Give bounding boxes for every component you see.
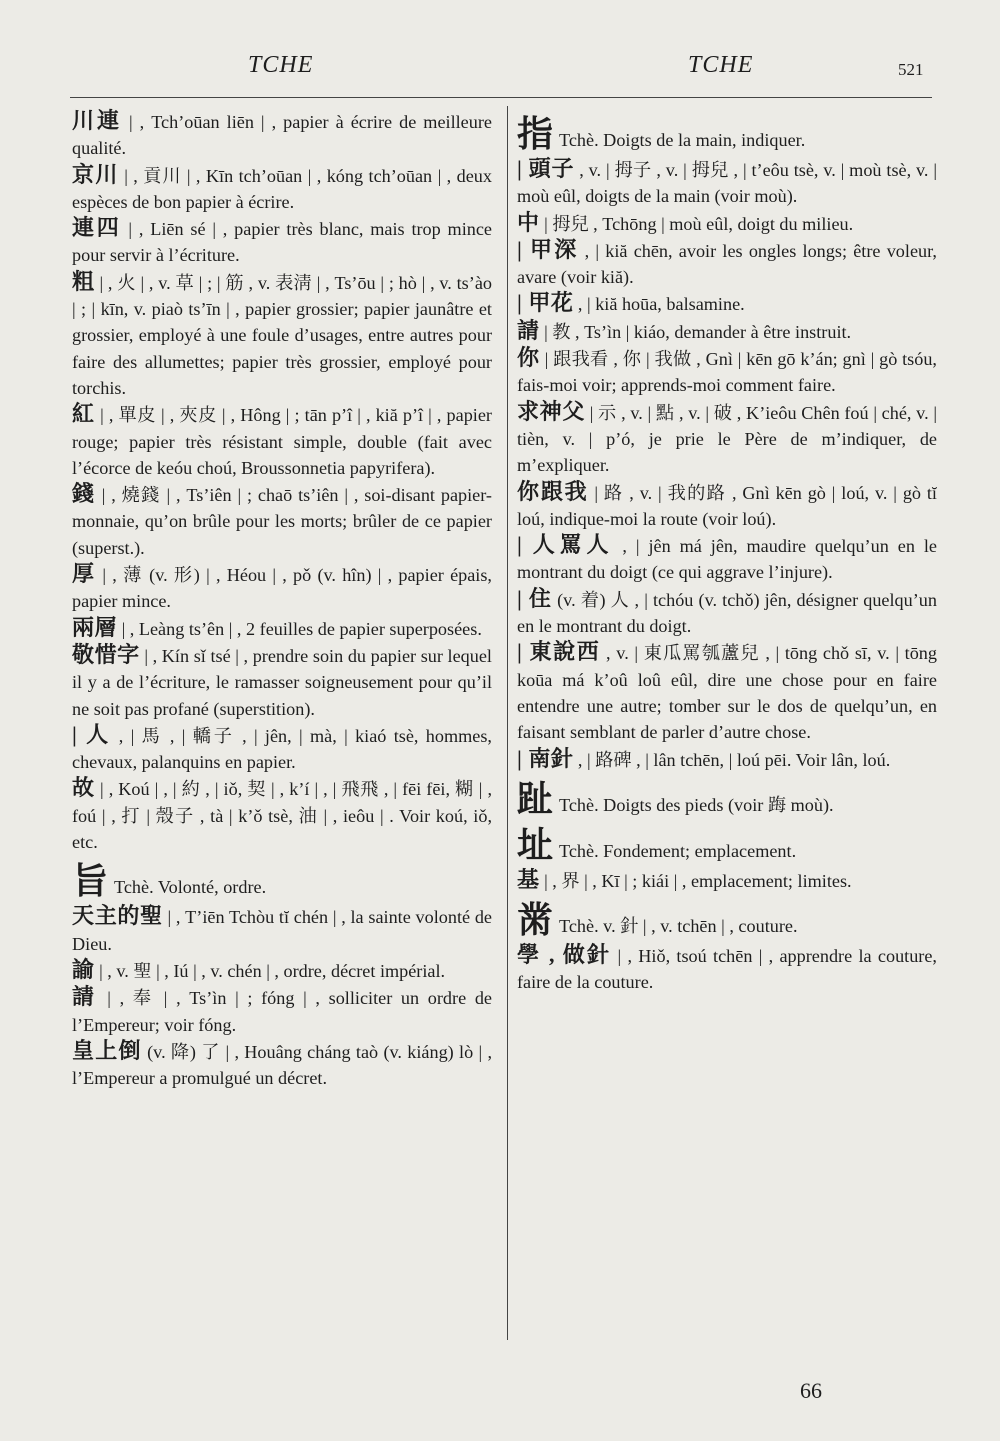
- sub-entry: [72, 269, 492, 401]
- entry-text: | , 界 | , Kī | ; kiái | , emplacement; limites.: [539, 870, 852, 891]
- compound-characters: 求神父: [517, 398, 585, 424]
- compound-characters: 紅: [72, 401, 96, 427]
- sub-entry: [517, 290, 937, 317]
- entry-text: | , Hiǒ, tsoú tchēn | , apprendre la couture, faire de la couture.: [517, 946, 937, 993]
- entry-text: | 拇兒 , Tchōng | moù eûl, doigt du milieu.: [539, 213, 854, 234]
- compound-characters: 連四: [72, 215, 122, 241]
- entry-text: | , T’iēn Tchòu tĭ chén | , la sainte volonté de Dieu.: [72, 907, 492, 954]
- headword-definition: Tchè. Volonté, ordre.: [114, 877, 267, 898]
- sub-entry: [72, 957, 492, 984]
- sub-entry: [72, 615, 492, 642]
- entry-text: | , 單皮 | , 夾皮 | , Hông | ; tān p’î | , kiă p’î | , papier rouge; papier très résistant simple, double (fait avec l’écorce de keóu choú, Broussonnetia papyrifera).: [72, 405, 492, 478]
- entry-text: (v. 着) 人 , | tchóu (v. tchǒ) jên, désigner quelqu’un en le montrant du doigt.: [517, 589, 937, 637]
- entry-text: | , 火 | , v. 草 | ; | 筋 , v. 表淸 | , Ts’ōu | ; hò | , v. ts’ào | ; | kīn, v. piaò ts’īn | , papier grossier; papier jaunâtre et grossier, employé à une foule d’usages, entre autres pour faire des allumettes; papier très grossier, employé pour torchis.: [72, 272, 492, 398]
- entry-text: | , Kín sǐ tsé | , prendre soin du papier sur lequel il y a de l’écriture, le ramasser soigneusement pour qu’il ne soit pas profané (superstition).: [72, 645, 492, 719]
- right-column: [517, 108, 937, 996]
- compound-characters: | 住: [517, 585, 552, 611]
- sub-entry: [517, 586, 937, 640]
- sub-entry: [517, 345, 937, 399]
- compound-characters: | 南針: [517, 745, 574, 771]
- sub-entry: [72, 561, 492, 615]
- compound-characters: | 東說西: [517, 639, 601, 665]
- entry-text: , | 馬 , | 轎子 , | jên, | mà, | kiaó tsè, hommes, chevaux, palanquins en papier.: [72, 725, 492, 773]
- compound-characters: 請: [517, 317, 540, 343]
- compound-characters: 京川: [72, 161, 119, 187]
- column-divider: [507, 106, 508, 1340]
- compound-characters: 你跟我: [517, 478, 589, 504]
- sub-entry: [517, 942, 937, 996]
- compound-characters: 學 , 做針: [517, 942, 612, 968]
- headword-character: 趾: [517, 778, 554, 819]
- entry-text: , v. | 拇子 , v. | 拇兒 , | t’eôu tsè, v. | moù tsè, v. | moù eûl, doigts de la main (voir moù).: [517, 160, 937, 207]
- compound-characters: 兩層: [72, 614, 118, 640]
- compound-characters: | 頭子: [517, 156, 575, 181]
- sub-entry: [517, 156, 937, 210]
- compound-characters: 粗: [72, 268, 95, 294]
- headword-character: 指: [517, 114, 554, 154]
- entry-text: | , 燒錢 | , Ts’iên | ; chaō ts’iên | , soi-disant papier-monnaie, qu’on brûle pour les morts; brûler de ce papier (superst.).: [72, 485, 492, 558]
- entry-text: | , Tch’oūan liēn | , papier à écrire de meilleure qualité.: [72, 112, 492, 159]
- sub-entry: [517, 210, 937, 237]
- compound-characters: | 甲深: [517, 236, 579, 262]
- compound-characters: 皇上倒: [72, 1037, 142, 1063]
- headword-definition: Tchè. Doigts des pieds (voir 踇 moù).: [559, 794, 834, 815]
- entry-text: | , 奉 | , Ts’ìn | ; fóng | , solliciter un ordre de l’Empereur; voir fóng.: [72, 988, 492, 1035]
- compound-characters: 厚: [72, 561, 97, 587]
- compound-characters: 川連: [72, 108, 122, 133]
- compound-characters: | 甲花: [517, 290, 574, 316]
- entry-text: , v. | 東瓜罵瓠蘆兒 , | tōng chǒ sī, v. | tōng koūa má k’oû loû eûl, dire une chose pour en faire entendre une autre; tomber sur le dos de quelqu’un, en faisant semblant de parler d’autre chose.: [517, 643, 937, 743]
- sub-entry: [517, 867, 937, 894]
- headword-character: 址: [517, 824, 554, 865]
- entry-text: , | 路碑 , | lân tchēn, | loú pēi. Voir lân, loú.: [573, 749, 891, 770]
- compound-characters: 基: [517, 866, 540, 892]
- compound-characters: 天主的聖: [72, 903, 163, 929]
- entry-text: | , Liēn sé | , papier très blanc, mais trop mince pour servir à l’écriture.: [72, 219, 492, 266]
- headword-entry: [517, 114, 937, 154]
- headword-character: 黹: [517, 900, 554, 941]
- left-column: [72, 108, 492, 1091]
- headword-definition: Tchè. Fondement; emplacement.: [559, 840, 797, 861]
- sub-entry: [72, 903, 492, 957]
- entry-text: | 示 , v. | 點 , v. | 破 , K’ieôu Chên foú | ché, v. | tièn, v. | p’ó, je prie le Père de m’indiquer, de m’expliquer.: [517, 402, 937, 476]
- compound-characters: 故: [72, 775, 95, 801]
- entry-text: | , Koú | , | 約 , | iǒ, 契 | , k’í | , | 飛飛 , | fēi fēi, 糊 | , foú | , 打 | 殼子 , tà | k’ǒ tsè, 油 | , ieôu | . Voir koú, iǒ, etc.: [72, 779, 492, 853]
- entry-text: , | kiă hoūa, balsamine.: [573, 294, 745, 315]
- sub-entry: [72, 984, 492, 1038]
- sub-entry: [517, 532, 937, 586]
- headword-entry: [72, 861, 492, 901]
- sub-entry: [517, 746, 937, 773]
- entry-text: | , 薄 (v. 形) | , Héou | , pǒ (v. hîn) | , papier épais, papier mince.: [72, 565, 492, 612]
- headword-character: 旨: [72, 861, 109, 902]
- entry-text: | 跟我看 , 你 | 我做 , Gnì | kēn gō k’án; gnì | gò tsóu, fais-moi voir; apprends-moi comment faire.: [517, 349, 937, 396]
- sub-entry: [72, 722, 492, 776]
- sub-entry: [72, 215, 492, 269]
- sub-entry: [517, 237, 937, 291]
- headword-definition: Tchè. Doigts de la main, indiquer.: [559, 130, 806, 150]
- compound-characters: 你: [517, 345, 540, 371]
- compound-characters: 敬惜字: [72, 641, 140, 667]
- entry-text: (v. 降) 了 | , Houâng cháng taò (v. kiáng) lò | , l’Empereur a promulgué un décret.: [72, 1041, 492, 1089]
- running-head-right: TCHE: [688, 52, 754, 78]
- headword-entry: [517, 900, 937, 940]
- headword-entry: [517, 825, 937, 865]
- entry-text: , | kiă chēn, avoir les ongles longs; être voleur, avare (voir kiă).: [517, 240, 937, 288]
- entry-text: | , Leàng ts’ên | , 2 feuilles de papier superposées.: [117, 618, 482, 639]
- headword-definition: Tchè. v. 針 | , v. tchēn | , couture.: [559, 916, 798, 937]
- sub-entry: [517, 479, 937, 533]
- sub-entry: [72, 1038, 492, 1092]
- sub-entry: [72, 642, 492, 722]
- entry-text: | 路 , v. | 我的路 , Gnì kēn gò | loú, v. | gò tĭ loú, indique-moi la route (voir loú).: [517, 482, 937, 529]
- entry-text: | , 貢川 | , Kīn tch’oūan | , kóng tch’oūan | , deux espèces de bon papier à écrire.: [72, 165, 492, 212]
- sub-entry: [517, 318, 937, 345]
- sub-entry: [72, 775, 492, 855]
- sub-entry: [72, 481, 492, 561]
- compound-characters: | 人: [72, 721, 112, 747]
- entry-text: , | jên má jên, maudire quelqu’un en le montrant du doigt (ce qui aggrave l’injure).: [517, 536, 937, 583]
- compound-characters: | 人罵人: [517, 532, 614, 558]
- sub-entry: [517, 399, 937, 479]
- sub-entry: [517, 639, 937, 745]
- entry-text: | , v. 聖 | , Iú | , v. chén | , ordre, décret impérial.: [94, 960, 446, 981]
- compound-characters: 錢: [72, 481, 96, 507]
- header-rule: [70, 97, 932, 98]
- compound-characters: 諭: [72, 956, 95, 982]
- running-head-left: TCHE: [248, 52, 314, 78]
- compound-characters: 中: [517, 209, 540, 235]
- entry-text: | 教 , Ts’ìn | kiáo, demander à être instruit.: [539, 321, 852, 342]
- compound-characters: 請: [72, 984, 99, 1010]
- folio-number: 66: [800, 1378, 822, 1403]
- sub-entry: [72, 108, 492, 162]
- sub-entry: [72, 162, 492, 216]
- page-number: 521: [898, 60, 924, 79]
- sub-entry: [72, 401, 492, 481]
- headword-entry: [517, 779, 937, 819]
